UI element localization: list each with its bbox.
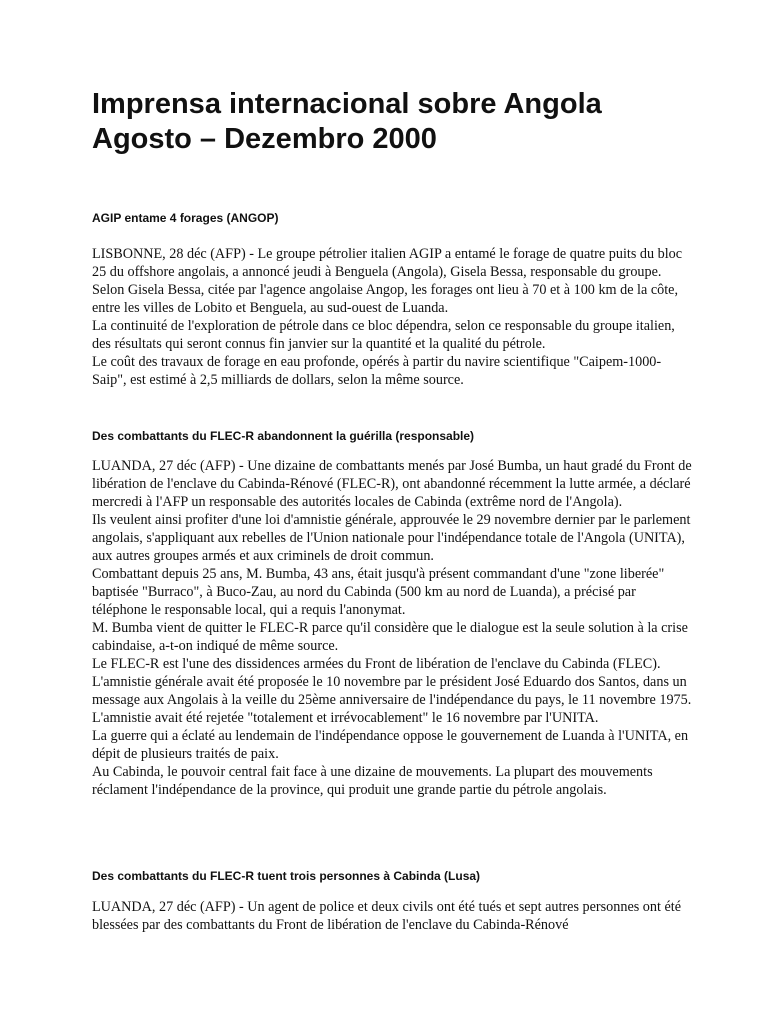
article-paragraph: L'amnistie générale avait été proposée le 10 novembre par le président José Eduardo dos Santos, dans un message aux Angolais à la veille du 25ème anniversaire de l'indépendance du pays, le 11 novembre 1975. bbox=[92, 674, 692, 708]
article-body bbox=[92, 245, 692, 389]
article-paragraph: L'amnistie avait été rejetée "totalement et irrévocablement" le 16 novembre par l'UNITA. bbox=[92, 710, 599, 726]
article-paragraph: LUANDA, 27 déc (AFP) - Un agent de police et deux civils ont été tués et sept autres personnes ont été blessées par des combattants du Front de libération de l'enclave du Cabinda-Rénové bbox=[92, 899, 682, 933]
article-paragraph: Selon Gisela Bessa, citée par l'agence angolaise Angop, les forages ont lieu à 70 et à 100 km de la côte, entre les villes de Lobito et Benguela, au sud-ouest de Luanda. bbox=[92, 282, 679, 316]
article-body bbox=[92, 898, 692, 934]
article-heading: AGIP entame 4 forages (ANGOP) bbox=[92, 211, 279, 225]
article-heading: Des combattants du FLEC-R abandonnent la guérilla (responsable) bbox=[92, 429, 475, 443]
article-paragraph: La guerre qui a éclaté au lendemain de l'indépendance oppose le gouvernement de Luanda à l'UNITA, en dépit de plusieurs traités de paix. bbox=[92, 728, 689, 762]
article-paragraph: Combattant depuis 25 ans, M. Bumba, 43 ans, était jusqu'à présent commandant d'une "zone liberée" baptisée "Burraco", à Buco-Zau, au nord du Cabinda (500 km au nord de Luanda), a précisé par téléphone le responsable local, qui a requis l'anonymat. bbox=[92, 566, 665, 618]
article-paragraph: Au Cabinda, le pouvoir central fait face à une dizaine de mouvements. La plupart des mouvements réclament l'indépendance de la province, qui produit une grande partie du pétrole angolais. bbox=[92, 764, 653, 798]
article-paragraph: Le coût des travaux de forage en eau profonde, opérés à partir du navire scientifique "Caipem-1000-Saip", est estimé à 2,5 milliards de dollars, selon la même source. bbox=[92, 354, 662, 388]
article-paragraph: M. Bumba vient de quitter le FLEC-R parce qu'il considère que le dialogue est la seule solution à la crise cabindaise, a-t-on indiqué de même source. bbox=[92, 620, 688, 654]
article-paragraph: Le FLEC-R est l'une des dissidences armées du Front de libération de l'enclave du Cabinda (FLEC). bbox=[92, 656, 661, 672]
article-paragraph: LISBONNE, 28 déc (AFP) - Le groupe pétrolier italien AGIP a entamé le forage de quatre puits du bloc 25 du offshore angolais, a annoncé jeudi à Benguela (Angola), Gisela Bessa, responsable du groupe. bbox=[92, 246, 683, 280]
article-paragraph: Ils veulent ainsi profiter d'une loi d'amnistie générale, approuvée le 29 novembre dernier par le parlement angolais, s'appliquant aux rebelles de l'Union nationale pour l'indépendance totale de l'Angola (UNITA), aux autres groupes armés et aux criminels de droit commun. bbox=[92, 512, 691, 564]
article-paragraph: La continuité de l'exploration de pétrole dans ce bloc dépendra, selon ce responsable du groupe italien, des résultats qui seront connus fin janvier sur la quantité et la qualité du pétrole. bbox=[92, 318, 675, 352]
document-title bbox=[92, 87, 692, 157]
article-heading: Des combattants du FLEC-R tuent trois personnes à Cabinda (Lusa) bbox=[92, 869, 481, 883]
article-body bbox=[92, 457, 692, 799]
document-title-line-2: Agosto – Dezembro 2000 bbox=[92, 123, 437, 155]
document-title-line-1: Imprensa internacional sobre Angola bbox=[92, 88, 602, 120]
article-paragraph: LUANDA, 27 déc (AFP) - Une dizaine de combattants menés par José Bumba, un haut gradé du Front de libération de l'enclave du Cabinda-Rénové (FLEC-R), ont abandonné récemment la lutte armée, a déclaré mercredi à l'AFP un responsable des autorités locales de Cabinda (extrême nord de l'Angola). bbox=[92, 458, 692, 510]
